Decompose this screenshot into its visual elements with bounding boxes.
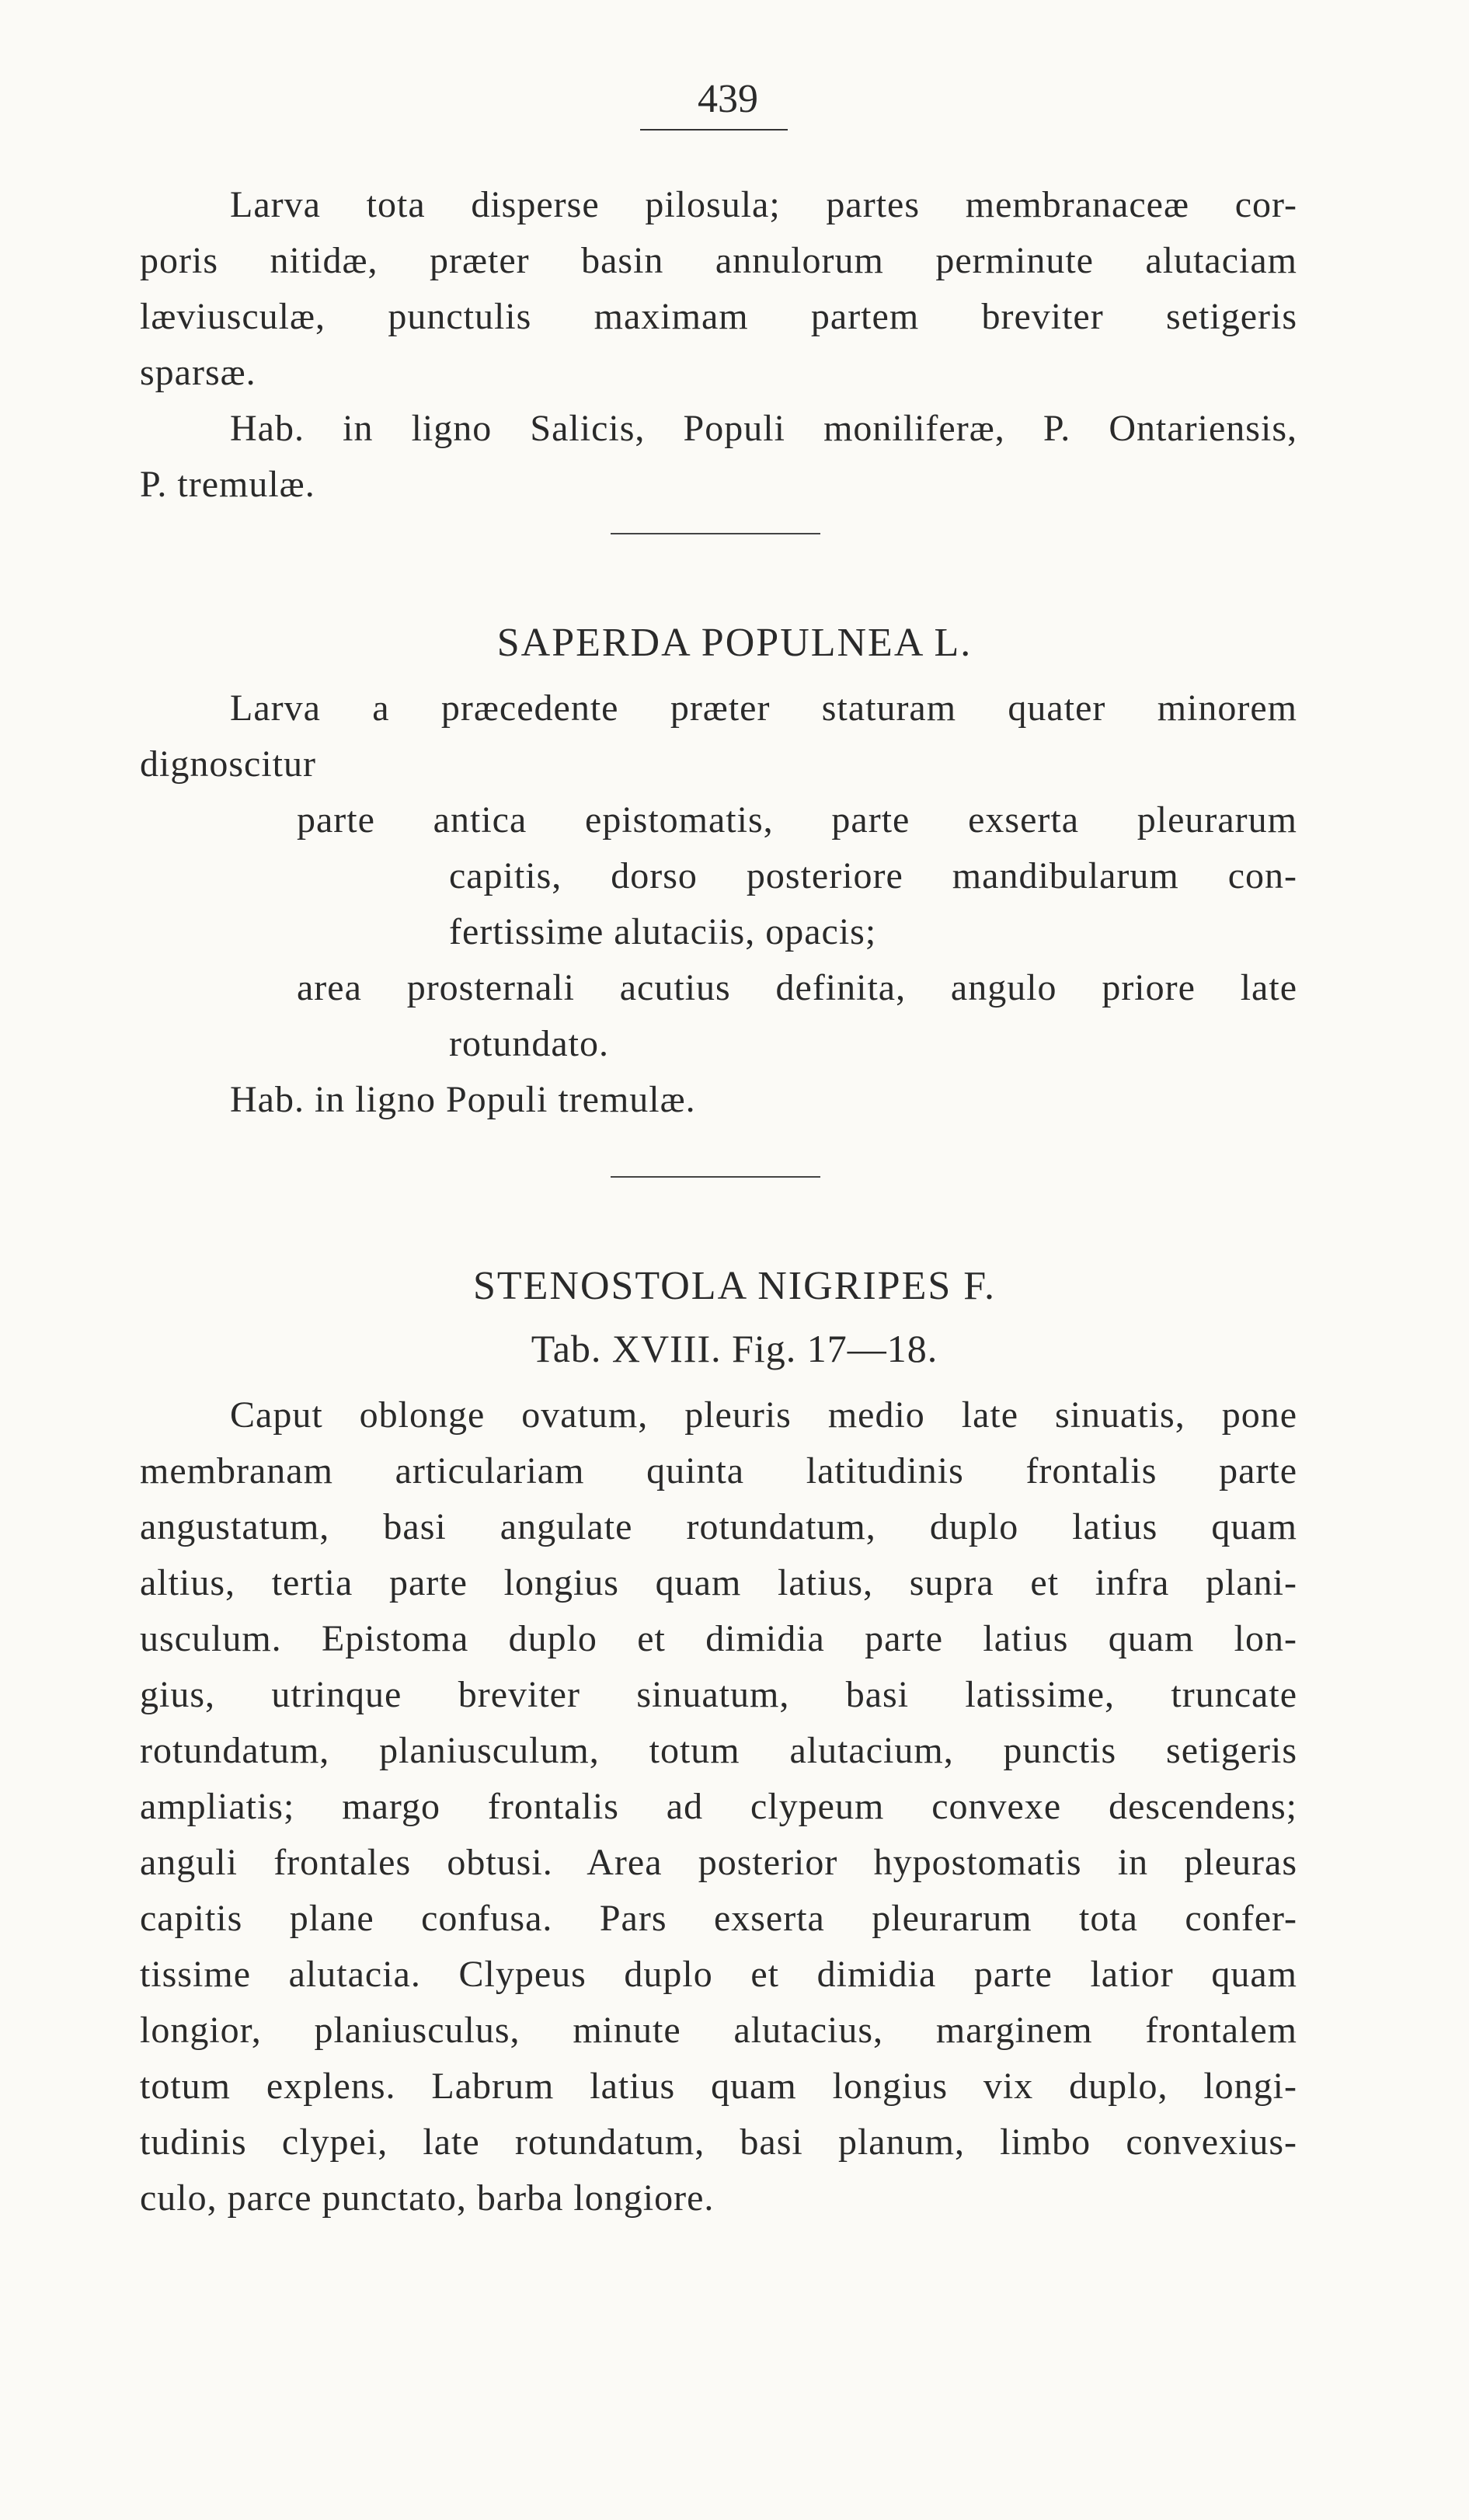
text-line: rotundato. (449, 1023, 609, 1064)
paragraph-larva-description (140, 177, 1297, 513)
text-line: Larva a præcedente præter staturam quater minorem (230, 687, 1297, 729)
text-line: capitis plane confusa. Pars exserta pleurarum tota confer- (140, 1898, 1297, 1939)
text-line: tissime alutacia. Clypeus duplo et dimidia parte latior quam (140, 1954, 1297, 1995)
text-line: membranam articulariam quinta latitudinis frontalis parte (140, 1450, 1297, 1491)
text-line: usculum. Epistoma duplo et dimidia parte latius quam lon- (140, 1618, 1297, 1659)
text-line: rotundatum, planiusculum, totum alutacium, punctis setigeris (140, 1730, 1297, 1771)
text-line: Larva tota disperse pilosula; partes membranaceæ cor- (230, 184, 1297, 225)
text-line: Caput oblonge ovatum, pleuris medio late sinuatis, pone (230, 1394, 1297, 1436)
species-heading-saperda: SAPERDA POPULNEA L. (496, 621, 973, 665)
section-divider (611, 1176, 820, 1178)
page-number-rule (640, 129, 788, 131)
text-line: capitis, dorso posteriore mandibularum con- (449, 855, 1297, 896)
text-line: gius, utrinque breviter sinuatum, basi latissime, truncate (140, 1674, 1297, 1715)
text-line: totum explens. Labrum latius quam longius vix duplo, longi- (140, 2066, 1297, 2107)
page-number: 439 (698, 77, 758, 121)
text-line: dignoscitur (140, 743, 316, 785)
text-line: fertissime alutaciis, opacis; (449, 911, 877, 952)
text-line: Hab. in ligno Salicis, Populi moniliferæ, P. Ontariensis, (230, 408, 1297, 449)
text-line: angustatum, basi angulate rotundatum, duplo latius quam (140, 1506, 1297, 1547)
text-line: ampliatis; margo frontalis ad clypeum convexe descendens; (140, 1786, 1297, 1827)
text-line: poris nitidæ, præter basin annulorum perminute alutaciam (140, 240, 1297, 281)
paragraph-stenostola (140, 1387, 1297, 2226)
text-line: læviusculæ, punctulis maximam partem breviter setigeris (140, 296, 1297, 337)
text-line: Hab. in ligno Populi tremulæ. (230, 1079, 696, 1120)
text-line: anguli frontales obtusi. Area posterior hypostomatis in pleuras (140, 1842, 1297, 1883)
text-line: tudinis clypei, late rotundatum, basi planum, limbo convexius- (140, 2121, 1297, 2163)
text-line: altius, tertia parte longius quam latius, supra et infra plani- (140, 1562, 1297, 1603)
species-heading-stenostola: STENOSTOLA NIGRIPES F. (472, 1264, 997, 1308)
text-line: area prosternali acutius definita, angulo priore late (297, 967, 1297, 1008)
text-line: culo, parce punctato, barba longiore. (140, 2177, 715, 2219)
text-line: longior, planiusculus, minute alutacius, marginem frontalem (140, 2010, 1297, 2051)
text-line: parte antica epistomatis, parte exserta pleurarum (297, 799, 1297, 841)
section-divider (611, 533, 820, 534)
text-line: P. tremulæ. (140, 464, 315, 505)
plate-reference: Tab. XVIII. Fig. 17—18. (531, 1327, 938, 1370)
text-line: sparsæ. (140, 352, 256, 393)
paragraph-saperda (140, 680, 1297, 1128)
